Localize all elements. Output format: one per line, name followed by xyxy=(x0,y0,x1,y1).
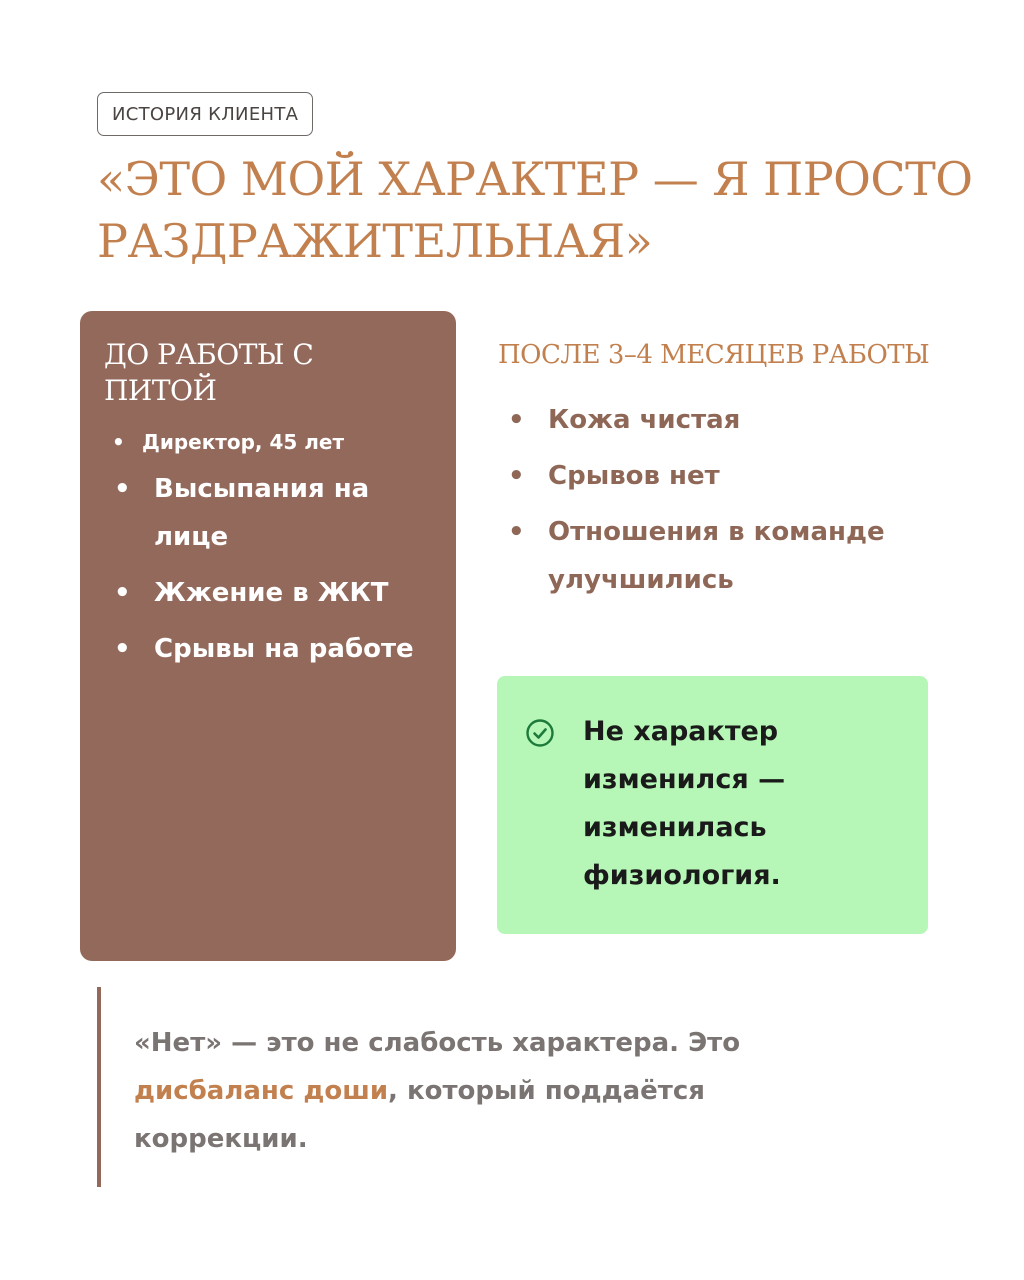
before-list xyxy=(104,465,434,673)
insight-box xyxy=(497,676,928,934)
category-tag: ИСТОРИЯ КЛИЕНТА xyxy=(97,92,313,136)
check-circle-icon xyxy=(525,718,555,748)
insight-text: Не характер изменился — изменилась физиология. xyxy=(583,716,786,891)
quote-block xyxy=(97,987,877,1187)
before-item: • Высыпания на лице xyxy=(104,465,434,561)
quote-part-2: , который поддаётся коррекции. xyxy=(134,1076,705,1154)
quote-text xyxy=(134,1019,877,1163)
after-list xyxy=(498,396,938,604)
after-heading: ПОСЛЕ 3–4 МЕСЯЦЕВ РАБОТЫ xyxy=(498,340,930,370)
after-item: • Отношения в команде улучшились xyxy=(498,508,938,604)
before-item: • Срывы на работе xyxy=(104,625,434,673)
page-title: «ЭТО МОЙ ХАРАКТЕР — Я ПРОСТО РАЗДРАЖИТЕЛЬНАЯ» xyxy=(97,152,973,268)
after-section xyxy=(498,336,938,612)
before-card xyxy=(80,311,456,961)
after-item: • Срывов нет xyxy=(498,452,938,500)
quote-accent: дисбаланс доши xyxy=(134,1076,389,1106)
after-item: • Кожа чистая xyxy=(498,396,938,444)
client-info: • Директор, 45 лет xyxy=(104,427,434,457)
quote-part-1: «Нет» — это не слабость характера. Это xyxy=(134,1028,741,1058)
before-item: • Жжение в ЖКТ xyxy=(104,569,434,617)
before-heading: ДО РАБОТЫ С ПИТОЙ xyxy=(104,338,314,407)
